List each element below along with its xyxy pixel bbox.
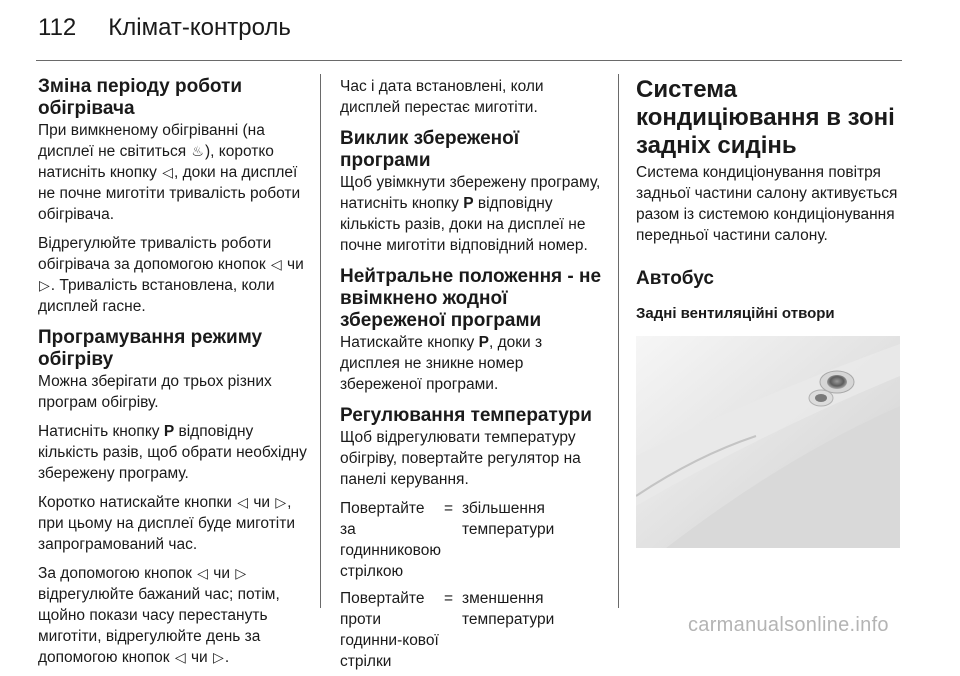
rule-equals: = — [444, 590, 454, 607]
right-arrow-icon: ▷ — [235, 565, 247, 581]
rule-result: збільшення температури — [462, 500, 555, 538]
left-arrow-icon: ◁ — [270, 256, 282, 272]
heater-icon: ♨ — [191, 143, 204, 159]
page-number: 112 — [38, 14, 77, 41]
header-rule — [36, 60, 902, 61]
subsection-heading: Автобус — [636, 268, 714, 289]
rule-result: зменшення температури — [462, 590, 555, 628]
right-arrow-icon: ▷ — [275, 494, 287, 510]
paragraph: Відрегулюйте тривалість роботи обігрівача за допомогою кнопок ◁ чи ▷. Тривалість встановлена, коли дисплей гасне. — [38, 235, 304, 315]
section-heading: Виклик збереженої програми — [340, 128, 520, 171]
rule-equals: = — [444, 500, 454, 517]
rule-action: Повертайте за годинниковою стрілкою — [340, 500, 441, 580]
paragraph: Щоб увімкнути збережену програму, натисніть кнопку P відповідну кількість разів, доки на дисплеї не почне миготіти відповідний номер. — [340, 174, 601, 254]
paragraph: При вимкненому обігріванні (на дисплеї не світиться ♨), коротко натисніть кнопку ◁, доки на дисплеї не почне миготіти тривалість роботи обігрівача. — [38, 122, 301, 223]
p-button-label: P — [463, 195, 474, 212]
column-1 — [38, 76, 310, 676]
paragraph: Натисніть кнопку P відповідну кількість разів, щоб обрати необхідну збережену програму. — [38, 423, 307, 482]
chapter-title: Клімат-контроль — [108, 14, 291, 41]
right-arrow-icon: ▷ — [39, 277, 50, 293]
section-heading: Програмування режиму обігріву — [38, 327, 263, 370]
column-divider — [618, 74, 619, 608]
column-3 — [636, 76, 902, 548]
left-arrow-icon: ◁ — [237, 494, 249, 510]
rear-vents-photo — [636, 336, 900, 548]
rule-action: Повертайте проти годинни-кової стрілки — [340, 590, 439, 670]
paragraph: Коротко натискайте кнопки ◁ чи ▷, при цьому на дисплеї буде миготіти запрограмований час. — [38, 494, 295, 553]
paragraph: Система кондиціонування повітря задньої частини салону активується разом із системою кондиціонування передньої частини салону. — [636, 164, 898, 244]
subsubsection-heading: Задні вентиляційні отвори — [636, 305, 835, 322]
rear-vents-illustration — [636, 336, 900, 548]
watermark: carmanualsonline.info — [688, 614, 889, 636]
paragraph: Можна зберігати до трьох різних програм обігріву. — [38, 373, 272, 411]
section-title: Система кондиціювання в зоні задніх сидінь — [636, 76, 895, 159]
left-arrow-icon: ◁ — [174, 649, 186, 665]
section-heading: Регулювання температури — [340, 405, 592, 426]
right-arrow-icon: ▷ — [213, 649, 224, 665]
paragraph: За допомогою кнопок ◁ чи ▷ відрегулюйте бажаний час; потім, щойно покази часу перестануть миготіти, відрегулюйте день за допомогою кнопок ◁ чи ▷. — [38, 565, 280, 666]
column-divider — [320, 74, 321, 608]
page-header — [38, 14, 291, 46]
paragraph: Натискайте кнопку P, доки з дисплея не зникне номер збереженої програми. — [340, 334, 543, 393]
section-heading: Нейтральне положення - не ввімкнено жодної збереженої програми — [340, 266, 602, 331]
temperature-rules — [340, 498, 602, 672]
p-button-label: P — [478, 334, 489, 351]
left-arrow-icon: ◁ — [162, 164, 173, 180]
paragraph: Щоб відрегулювати температуру обігріву, повертайте регулятор на панелі керування. — [340, 429, 581, 488]
p-button-label: P — [163, 423, 175, 440]
left-arrow-icon: ◁ — [197, 565, 208, 581]
column-2 — [340, 76, 602, 672]
section-heading: Зміна періоду роботи обігрівача — [38, 76, 243, 119]
paragraph: Час і дата встановлені, коли дисплей перестає миготіти. — [340, 78, 544, 116]
